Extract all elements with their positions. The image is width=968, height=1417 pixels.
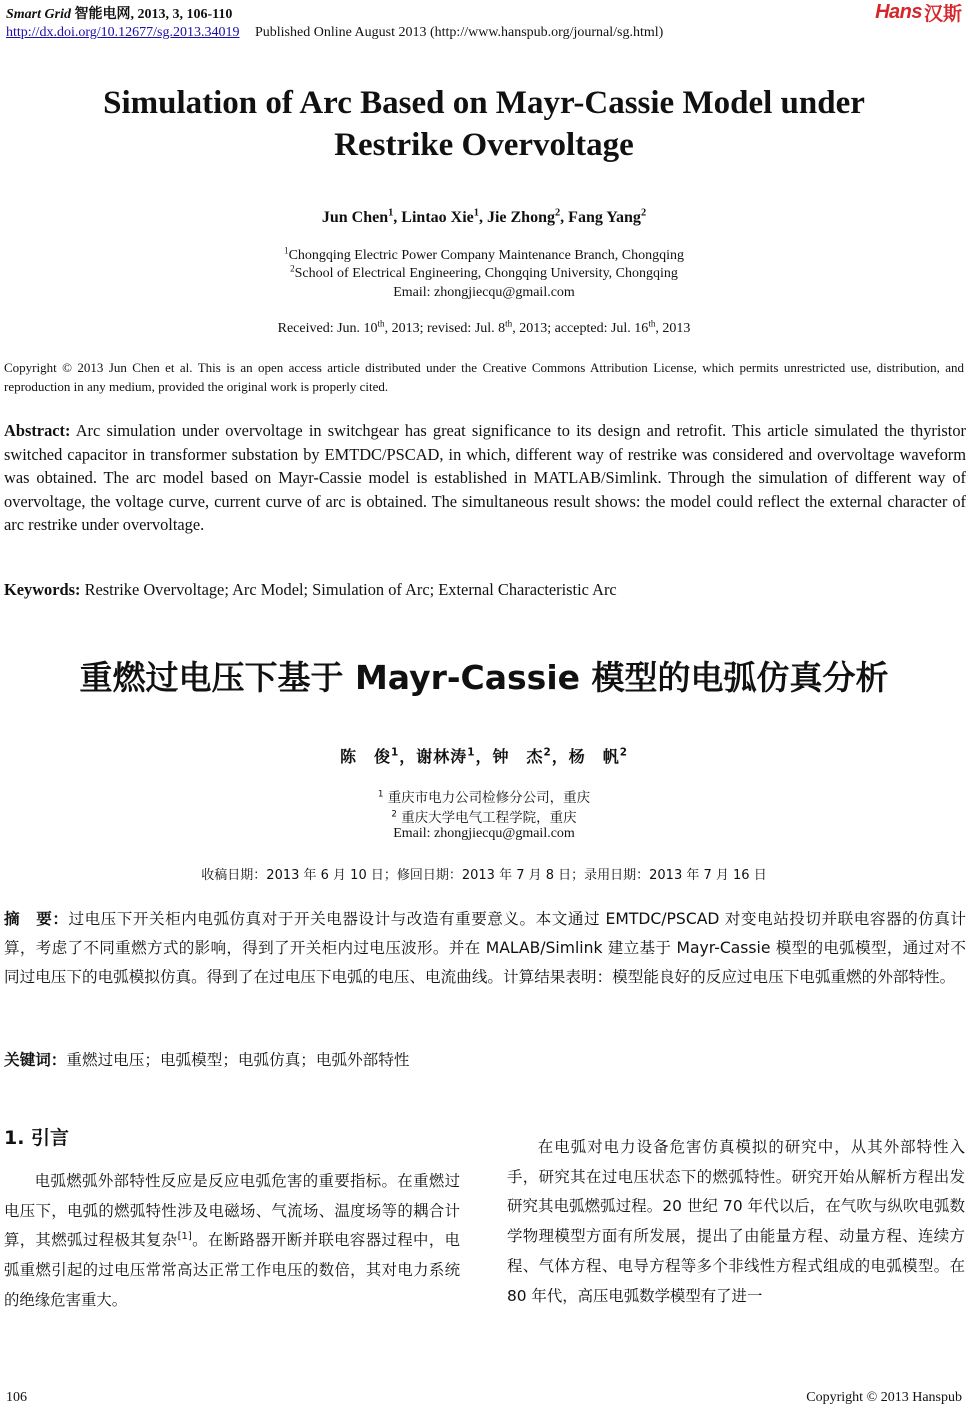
affiliation-sup: 1 <box>377 789 384 800</box>
paragraph-text: 。在断路器开断并联电容器过程中，电弧重燃引起的过电压常常高达正常工作电压的数倍，其对电力系统的绝缘危害重大。 <box>4 1231 460 1309</box>
affiliation-1 <box>0 245 968 264</box>
author-sup: 2 <box>619 746 629 759</box>
body-left-column <box>4 1167 460 1316</box>
chinese-email: Email: zhongjiecqu@gmail.com <box>393 826 575 841</box>
date-sup: th <box>377 318 385 329</box>
affiliation-text: 重庆市电力公司检修分公司，重庆 <box>387 790 591 806</box>
affiliation-text: 重庆大学电气工程学院，重庆 <box>401 810 577 826</box>
abstract-label: Abstract: <box>4 421 71 440</box>
author-name: 谢林涛 <box>416 747 468 766</box>
chinese-author-list: 陈 俊$^1$，谢林涛$^1$，钟 杰$^2$，杨 帆$^2$ <box>339 746 629 766</box>
chinese-affiliation-1 <box>0 786 968 806</box>
author-name: 杨 帆 <box>568 747 620 766</box>
author-name: Jun Chen <box>321 209 389 226</box>
chinese-keywords-label: 关键词： <box>4 1051 67 1069</box>
journal-citation: 智能电网, 2013, 3, 106-110 <box>74 7 233 22</box>
chinese-affiliation-2 <box>0 806 968 826</box>
chinese-keywords <box>4 1048 964 1070</box>
journal-header <box>6 3 232 23</box>
article-dates <box>0 318 968 337</box>
published-online: Published Online August 2013 (http://www.hanspub.org/journal/sg.html) <box>254 25 664 40</box>
copyright-notice: Copyright © 2013 Jun Chen et al. This is an open access article distributed under the Creative Commons Attribution License, which permits unrestricted use, distribution, and reproduction in any medium, provided the original work is properly cited. <box>4 360 964 394</box>
chinese-dates: 收稿日期：2013 年 6 月 10 日；修回日期：2013 年 7 月 8 日；录用日期：2013 年 7 月 16 日 <box>201 868 767 883</box>
affiliation-2 <box>0 263 968 282</box>
footer-copyright: Copyright © 2013 Hanspub <box>806 1390 962 1405</box>
abstract-text: Arc simulation under overvoltage in switchgear has great significance to its design and retrofit. This article simulated the thyristor switched capacitor in transformer substation by EMTDC/PSCAD, in which, different way of restrike was considered and overvoltage waveform was obtained. The arc model based on Mayr-Cassie model is established in MATLAB/Simlink. Through the simulation of different way of overvoltage, the voltage curve, current curve of arc is obtained. The simultaneous result shows: the model could reflect the external character of arc restrike under overvoltage. <box>4 421 966 535</box>
received-date: Received: Jun. 10 <box>277 321 378 336</box>
keywords-text: Restrike Overvoltage; Arc Model; Simulation of Arc; External Characteristic Arc <box>84 580 617 599</box>
affiliation-sup: 2 <box>391 809 397 820</box>
affiliation-sup: 2 <box>290 263 295 274</box>
doi-line <box>6 25 663 41</box>
citation-ref[interactable]: [1] <box>177 1231 192 1243</box>
chinese-keywords-text: 重燃过电压；电弧模型；电弧仿真；电弧外部特性 <box>66 1051 410 1069</box>
author-sup: 2 <box>554 207 561 219</box>
date-sup: th <box>505 318 513 329</box>
journal-name: Smart Grid <box>6 7 71 22</box>
affiliation-text: School of Electrical Engineering, Chongqing University, Chongqing <box>294 266 678 281</box>
title-line-1: Simulation of Arc Based on Mayr-Cassie Model under <box>103 85 865 121</box>
author-sup: 1 <box>467 746 476 759</box>
paragraph-text: 在电弧对电力设备危害仿真模拟的研究中，从其外部特性入手，研究其在过电压状态下的燃弧特性。研究开始从解析方程出发研究其电弧燃弧过程。20 世纪 70 年代以后，在气吹与纵吹电弧数学物理模型方面有所发展，提出了由能量方程、动量方程、连续方程、气体方程、电导方程等多个非线性方程式组成的电弧模型。在 80 年代，高压电弧数学模型有了进一 <box>507 1138 965 1305</box>
affiliation-text: Chongqing Electric Power Company Maintenance Branch, Chongqing <box>288 248 684 263</box>
page-number: 106 <box>6 1390 27 1405</box>
author-email: Email: zhongjiecqu@gmail.com <box>393 285 575 300</box>
section-heading: 1. 引言 <box>4 1127 70 1149</box>
chinese-abstract-label: 摘 要： <box>4 910 69 928</box>
logo-latin: Hans <box>875 0 922 23</box>
author-sup: 1 <box>390 746 400 759</box>
chinese-abstract-text: 过电压下开关柜内电弧仿真对于开关电器设计与改造有重要意义。本文通过 EMTDC/PSCAD 对变电站投切并联电容器的仿真计算，考虑了不同重燃方式的影响，得到了开关柜内过电压波形。并在 MALAB/Simlink 建立基于 Mayr-Cassie 模型的电弧模型，通过对不同过电压下的电弧模拟仿真。得到了在过电压下电弧的电压、电流曲线。计算结果表明：模型能良好的反应过电压下电弧重燃的外部特性。 <box>4 910 966 986</box>
keywords <box>4 580 964 600</box>
keywords-label: Keywords: <box>4 580 81 599</box>
date-suffix: , 2013 <box>655 321 691 336</box>
revised-date: , 2013; revised: Jul. 8 <box>384 321 506 336</box>
chinese-title: 重燃过电压下基于 Mayr-Cassie 模型的电弧仿真分析 <box>79 658 889 697</box>
author-name: Jie Zhong <box>486 209 555 226</box>
accepted-date: , 2013; accepted: Jul. 16 <box>512 321 649 336</box>
affiliation-sup: 1 <box>284 245 289 256</box>
abstract <box>4 419 966 537</box>
logo-chinese: 汉斯 <box>923 2 962 25</box>
author-name: Fang Yang <box>568 209 641 226</box>
paper-title <box>0 82 968 166</box>
body-right-column <box>507 1133 965 1311</box>
author-sup: 1 <box>388 207 394 219</box>
author-name: 钟 杰 <box>492 747 544 766</box>
publisher-logo <box>875 1 962 23</box>
doi-link[interactable]: http://dx.doi.org/10.12677/sg.2013.34019 <box>6 25 240 40</box>
chinese-abstract <box>4 905 966 992</box>
title-line-2: Restrike Overvoltage <box>334 127 634 163</box>
author-list: Jun Chen$^1$, Lintao Xie$^1$, Jie Zhong$^2$, Fang Yang$^2$ <box>321 207 647 226</box>
author-sup: 2 <box>640 207 647 219</box>
paragraph-text: 电弧燃弧外部特性反应是反应电弧危害的重要指标。在重燃过电压下，电弧的燃弧特性涉及电磁场、气流场、温度场等的耦合计算，其燃弧过程极其复杂 <box>4 1172 460 1250</box>
author-sup: 1 <box>473 207 479 219</box>
author-sup: 2 <box>543 746 552 759</box>
date-sup: th <box>648 318 656 329</box>
author-name: 陈 俊 <box>339 747 391 766</box>
author-name: Lintao Xie <box>401 209 474 226</box>
